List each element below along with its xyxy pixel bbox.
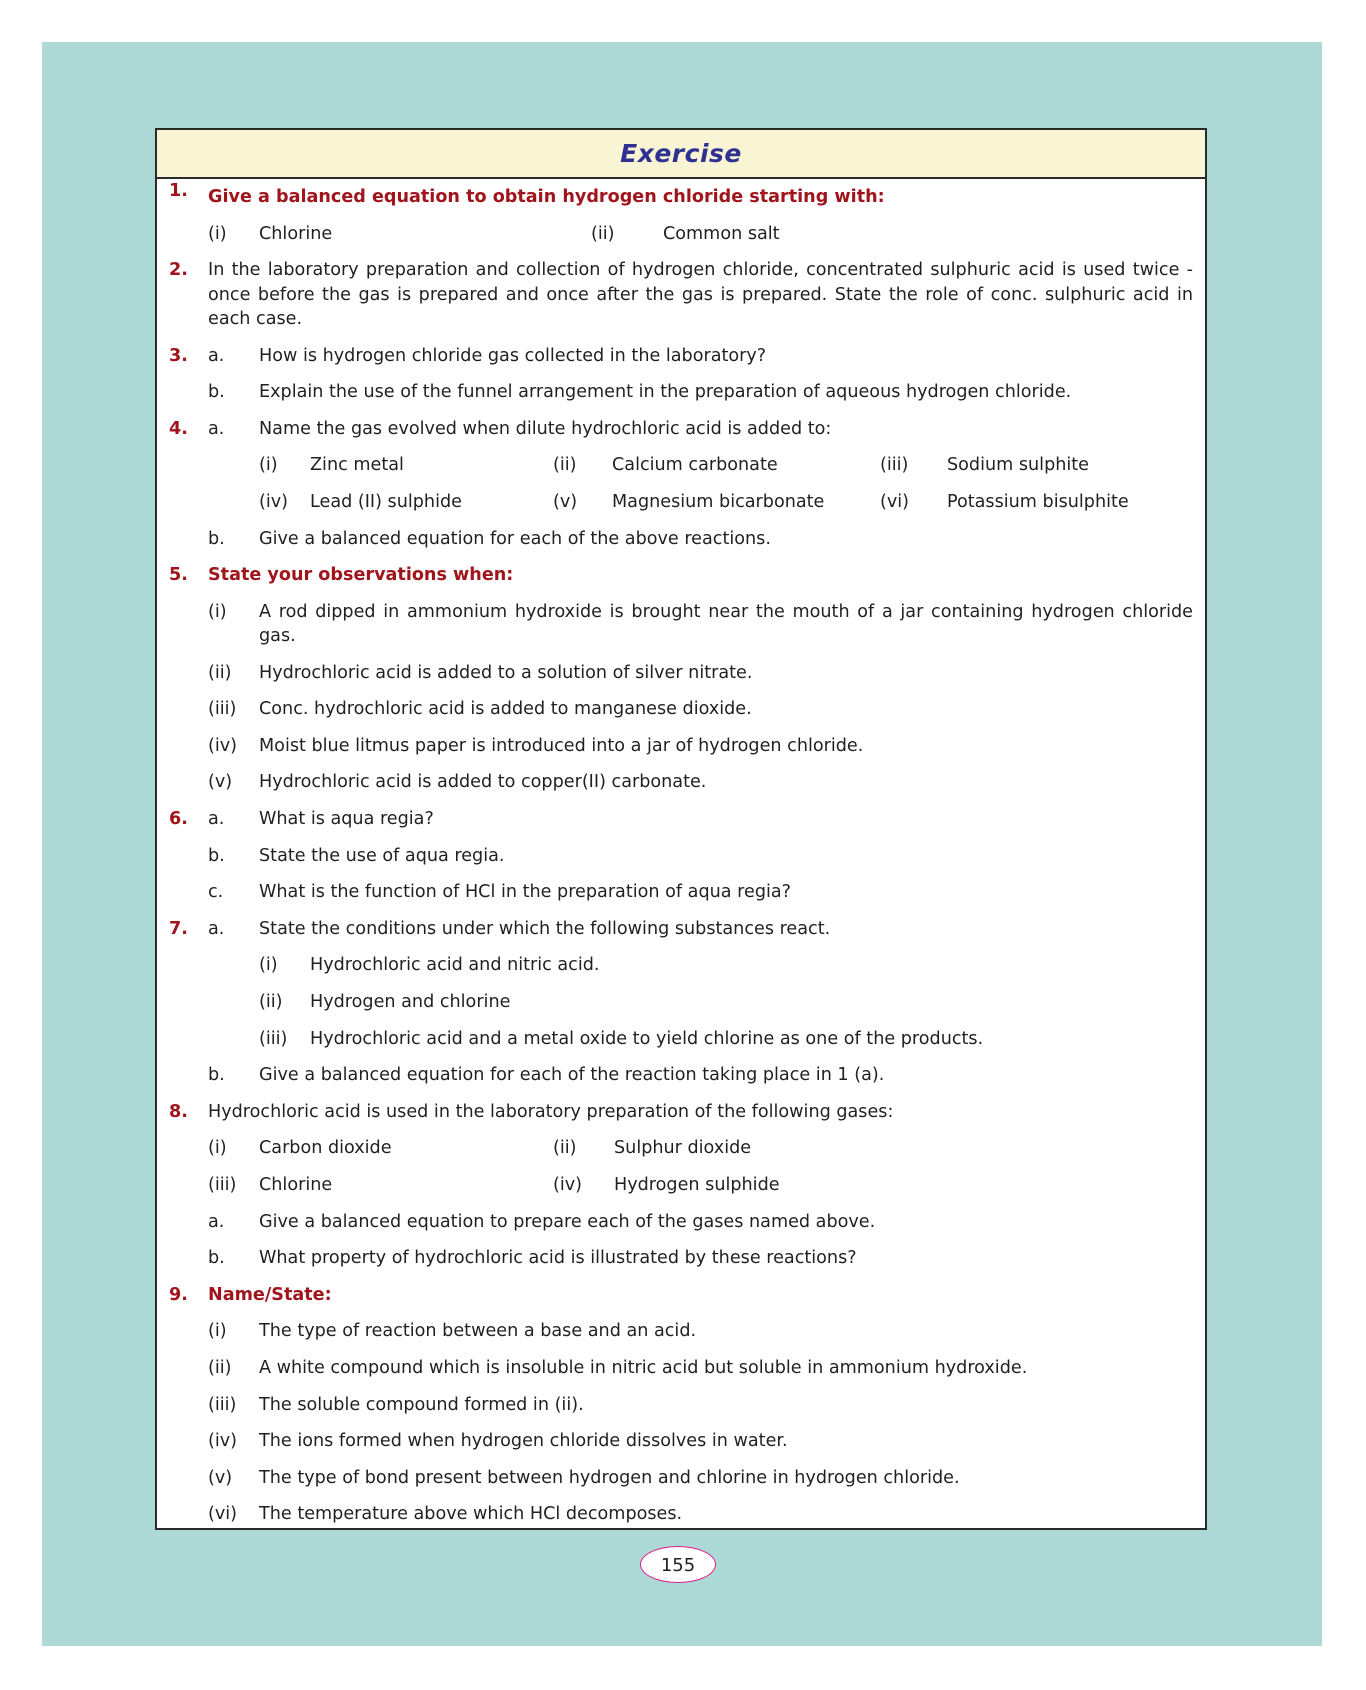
question-4-options-row-2 [157,490,1205,527]
question-5-item [157,661,1205,698]
item-text: The ions formed when hydrogen chloride dissolves in water. [259,1431,788,1452]
part-text: State the conditions under which the following substances react. [259,918,831,939]
exercise-box [155,128,1207,1530]
question-number: 4. [169,418,188,439]
item-label: (i) [208,1321,227,1342]
option-label: (iii) [208,1175,237,1195]
question-6b [157,844,1205,881]
question-number: 3. [169,345,188,366]
option-text: Chlorine [259,1175,333,1195]
part-label: a. [208,918,225,939]
item-text: Hydrochloric acid is added to copper(II) carbonate. [259,772,707,793]
question-number: 5. [169,565,188,586]
option-text: Sulphur dioxide [614,1138,752,1159]
question-number: 2. [169,260,188,281]
question-number: 1. [169,181,188,201]
item-label: (iv) [208,735,238,756]
item-label: (ii) [208,662,232,683]
question-7-item [157,990,1205,1027]
exercise-header [157,130,1205,179]
option-label: (i) [259,455,278,476]
question-8-options-row-1 [157,1136,1205,1173]
option-text: Carbon dioxide [259,1138,392,1159]
question-3b [157,380,1205,417]
item-text: The soluble compound formed in (ii). [259,1394,584,1415]
part-text: Explain the use of the funnel arrangement in the preparation of aqueous hydrogen chloride. [259,382,1072,403]
question-number: 6. [169,809,188,830]
part-label: b. [208,382,225,403]
part-text: Give a balanced equation for each of the above reactions. [259,528,771,549]
exercise-content [157,179,1205,1539]
part-label: a. [208,418,225,439]
part-label: a. [208,809,225,830]
item-label: (iii) [208,1394,237,1415]
question-8-options-row-2 [157,1173,1205,1210]
item-label: (i) [259,955,278,976]
question-9-item [157,1502,1205,1539]
part-text: How is hydrogen chloride gas collected in the laboratory? [259,345,767,366]
question-5-item [157,600,1205,661]
question-9 [157,1283,1205,1320]
question-9-item [157,1429,1205,1466]
part-text: What is aqua regia? [259,809,434,830]
question-6a [157,807,1205,844]
question-9-item [157,1466,1205,1503]
option-text: Magnesium bicarbonate [612,491,825,512]
question-4-options-row-1 [157,453,1205,490]
option-text: Chlorine [259,223,333,244]
question-5 [157,563,1205,600]
question-text: State your observations when: [208,565,514,586]
question-text: Give a balanced equation to obtain hydrogen chloride starting with: [208,187,885,207]
item-text: A white compound which is insoluble in nitric acid but soluble in ammonium hydroxide. [259,1357,1028,1378]
part-text: Give a balanced equation for each of the reaction taking place in 1 (a). [259,1065,885,1086]
option-label: (i) [208,1138,227,1159]
option-text: Sodium sulphite [947,455,1090,476]
option-label: (v) [553,491,578,512]
option-label: (ii) [591,223,615,244]
question-7b [157,1063,1205,1100]
item-label: (iv) [208,1431,238,1452]
question-5-item [157,770,1205,807]
option-label: (vi) [880,491,910,512]
question-9-item [157,1356,1205,1393]
part-label: c. [208,882,224,903]
part-text: What property of hydrochloric acid is illustrated by these reactions? [259,1248,857,1269]
part-label: b. [208,1065,225,1086]
question-9-item [157,1319,1205,1356]
question-6c [157,880,1205,917]
part-label: b. [208,1248,225,1269]
question-text: Hydrochloric acid is used in the laboratory preparation of the following gases: [208,1101,894,1122]
question-9-item [157,1393,1205,1430]
item-label: (v) [208,1467,233,1488]
question-1-options [157,222,1205,259]
item-label: (iii) [208,699,237,720]
part-label: b. [208,845,225,866]
item-text: The type of reaction between a base and an acid. [259,1321,697,1342]
option-label: (ii) [553,455,577,476]
question-number: 7. [169,918,188,939]
item-text: Hydrochloric acid is added to a solution of silver nitrate. [259,662,753,683]
item-text: A rod dipped in ammonium hydroxide is brought near the mouth of a jar containing hydrogen chloride gas. [259,601,1193,647]
part-label: a. [208,1211,225,1232]
question-8b [157,1246,1205,1283]
question-text: In the laboratory preparation and collection of hydrogen chloride, concentrated sulphuric acid is used twice - once before the gas is prepared and once after the gas is prepared. State the role of conc. sulphuric acid in each case. [208,260,1193,329]
option-label: (ii) [553,1138,577,1159]
item-text: Hydrochloric acid and a metal oxide to yield chlorine as one of the products. [310,1028,984,1049]
question-1 [157,179,1205,222]
question-8a [157,1210,1205,1247]
item-label: (i) [208,601,227,622]
option-label: (iv) [553,1175,583,1195]
item-text: The type of bond present between hydrogen and chlorine in hydrogen chloride. [259,1467,960,1488]
item-label: (v) [208,772,233,793]
question-4b [157,527,1205,564]
question-7-item [157,953,1205,990]
page-number: 155 [640,1546,716,1583]
part-label: b. [208,528,225,549]
option-text: Zinc metal [310,455,404,476]
question-4a [157,417,1205,454]
question-3a [157,344,1205,381]
item-text: Hydrogen and chlorine [310,992,511,1013]
question-8 [157,1100,1205,1137]
exercise-title: Exercise [620,139,742,168]
part-text: What is the function of HCl in the preparation of aqua regia? [259,882,792,903]
item-text: Conc. hydrochloric acid is added to manganese dioxide. [259,699,752,720]
option-text: Hydrogen sulphide [614,1175,780,1195]
option-label: (i) [208,223,227,244]
part-text: Name the gas evolved when dilute hydrochloric acid is added to: [259,418,832,439]
item-text: Hydrochloric acid and nitric acid. [310,955,600,976]
part-text: Give a balanced equation to prepare each of the gases named above. [259,1211,876,1232]
question-text: Name/State: [208,1284,332,1305]
item-label: (iii) [259,1028,288,1049]
item-label: (vi) [208,1504,238,1525]
question-number: 8. [169,1101,188,1122]
item-text: Moist blue litmus paper is introduced into a jar of hydrogen chloride. [259,735,864,756]
question-5-item [157,697,1205,734]
part-text: State the use of aqua regia. [259,845,505,866]
question-2 [157,258,1205,343]
item-label: (ii) [259,992,283,1013]
option-label: (iv) [259,491,289,512]
question-5-item [157,734,1205,771]
item-text: The temperature above which HCl decomposes. [259,1504,683,1525]
option-text: Calcium carbonate [612,455,778,476]
question-number: 9. [169,1284,188,1305]
part-label: a. [208,345,225,366]
option-label: (iii) [880,455,909,476]
option-text: Common salt [663,223,780,244]
question-7a [157,917,1205,954]
option-text: Lead (II) sulphide [310,491,462,512]
item-label: (ii) [208,1357,232,1378]
option-text: Potassium bisulphite [947,491,1129,512]
question-7-item [157,1027,1205,1064]
